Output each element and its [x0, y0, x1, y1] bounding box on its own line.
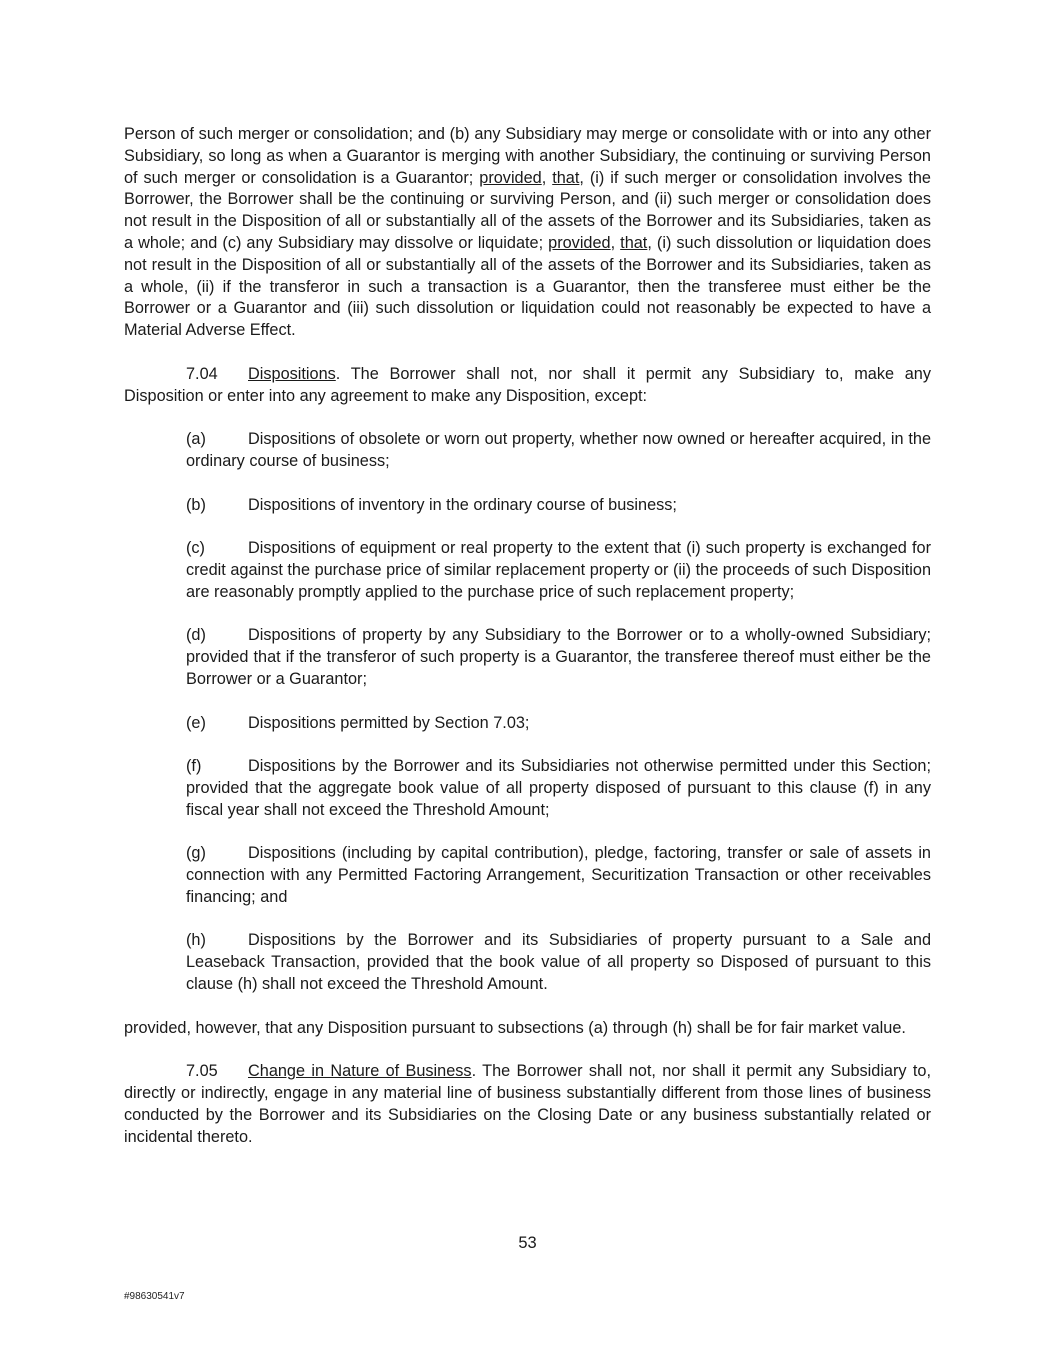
clause-text: Dispositions of obsolete or worn out property, whether now owned or hereafter acquired, in the ordinary course of business; [186, 430, 931, 470]
section-text: . The Borrower shall not, nor shall it permit any Subsidiary to, directly or indirectly, engage in any material line of business substantially different from those lines of business conducted by the Borrower and its Subsidiaries on the Closing Date or any business substantially related or incidental thereto. [124, 1062, 931, 1146]
section-heading: Change in Nature of Business [248, 1062, 472, 1081]
section-number: 7.05 [186, 1062, 218, 1081]
section-heading: Dispositions [248, 364, 336, 383]
section-7-04 [124, 364, 931, 408]
clause-label: (f) [186, 757, 202, 776]
proviso-paragraph: provided, however, that any Disposition pursuant to subsections (a) through (h) shall be for fair market value. [124, 1018, 906, 1037]
clause-text: Dispositions of property by any Subsidiary to the Borrower or to a wholly-owned Subsidiary; provided that if the transferor of such property is a Guarantor, the transferee thereof must either be the Borrower or a Guarantor; [186, 626, 931, 688]
clause-text: Dispositions (including by capital contribution), pledge, factoring, transfer or sale of assets in connection with any Permitted Factoring Arrangement, Securitization Transaction or other receivables financing; and [186, 844, 931, 906]
clause-g [186, 843, 931, 908]
clause-e [186, 713, 931, 735]
document-body [124, 124, 931, 1148]
provided-term: provided [479, 168, 542, 187]
clause-text: Dispositions by the Borrower and its Subsidiaries of property pursuant to a Sale and Leaseback Transaction, provided that the book value of all property so Disposed of pursuant to this clause (h) shall not exceed the Threshold Amount. [186, 931, 931, 994]
that-term: that [620, 233, 648, 252]
page-number: 53 [518, 1234, 537, 1252]
clause-label: (a) [186, 430, 206, 449]
clause-c [186, 538, 931, 603]
clause-label: (d) [186, 626, 206, 645]
clause-a [186, 429, 931, 473]
clause-label: (c) [186, 539, 205, 558]
clause-text: Dispositions by the Borrower and its Subsidiaries not otherwise permitted under this Section; provided that the aggregate book value of all property disposed of pursuant to this clause (f) in any fiscal year shall not exceed the Threshold Amount; [186, 757, 931, 819]
clause-label: (b) [186, 495, 206, 514]
clause-label: (g) [186, 844, 206, 863]
intro-paragraph: Person of such merger or consolidation; and (b) any Subsidiary may merge or consolidate with or into any other Subsidiary, so long as when a Guarantor is merging with another Subsidiary, the continuing or surviving Person of such merger or consolidation is a Guarantor; provided, that, (i) if such merger or consolidation involves the Borrower, the Borrower shall be the continuing or surviving Person, and (ii) such merger or consolidation does not result in the Disposition of all or substantially all of the assets of the Borrower and its Subsidiaries, taken as a whole; and (c) any Subsidiary may dissolve or liquidate; provided, that, (i) such dissolution or liquidation does not result in the Disposition of all or substantially all of the assets of the Borrower and its Subsidiaries, taken as a whole, (ii) if the transferor in such a transaction is a Guarantor, then the transferee must either be the Borrower or a Guarantor and (iii) such dissolution or liquidation could not reasonably be expected to have a Material Adverse Effect. [124, 125, 931, 340]
document-id: #98630541v7 [124, 1291, 185, 1302]
provided-term: provided [548, 233, 611, 252]
clause-b [186, 495, 931, 517]
clause-label: (h) [186, 931, 206, 950]
clause-f [186, 756, 931, 821]
section-7-05 [124, 1061, 931, 1148]
clause-label: (e) [186, 713, 206, 732]
clause-text: Dispositions of inventory in the ordinary course of business; [248, 495, 677, 514]
that-term: that [552, 168, 580, 187]
section-text: . The Borrower shall not, nor shall it permit any Subsidiary to, make any Disposition or enter into any agreement to make any Disposition, except: [124, 364, 931, 405]
clause-h [186, 930, 931, 995]
clause-d [186, 625, 931, 690]
clause-text: Dispositions of equipment or real property to the extent that (i) such property is exchanged for credit against the purchase price of similar replacement property or (ii) the proceeds of such Disposition are reasonably promptly applied to the purchase price of such replacement property; [186, 539, 931, 601]
section-number: 7.04 [186, 364, 218, 383]
clause-text: Dispositions permitted by Section 7.03; [248, 713, 530, 732]
